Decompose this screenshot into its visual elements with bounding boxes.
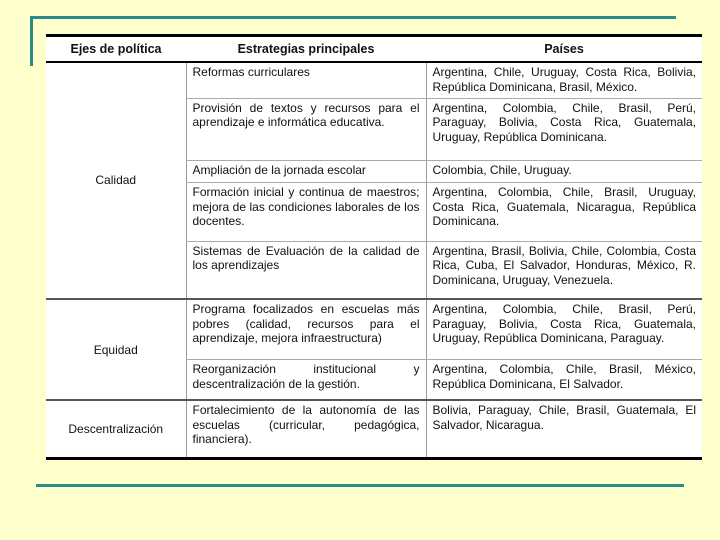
table-row: [46, 400, 702, 458]
header-ejes: Ejes de política: [46, 36, 186, 63]
policy-table: [46, 34, 702, 460]
frame-top-line: [30, 16, 676, 19]
countries-cell: Argentina, Colombia, Chile, Brasil, México, República Dominicana, El Salvador.: [426, 360, 702, 400]
countries-cell: Colombia, Chile, Uruguay.: [426, 161, 702, 183]
table-row: [46, 62, 702, 98]
header-paises: Países: [426, 36, 702, 63]
countries-cell: Argentina, Chile, Uruguay, Costa Rica, Bolivia, República Dominicana, Brasil, México.: [426, 62, 702, 98]
header-estrategias: Estrategias principales: [186, 36, 426, 63]
strategy-cell: Fortalecimiento de la autonomía de las escuelas (curricular, pedagógica, financiera).: [186, 400, 426, 458]
table-row: [46, 299, 702, 359]
countries-cell: Argentina, Colombia, Chile, Brasil, Perú, Paraguay, Bolivia, Costa Rica, Guatemala, Uruguay, República Dominicana.: [426, 98, 702, 160]
strategy-cell: Sistemas de Evaluación de la calidad de los aprendizajes: [186, 241, 426, 299]
table-header-row: [46, 36, 702, 63]
frame-bottom-line: [36, 484, 684, 487]
strategy-cell: Provisión de textos y recursos para el aprendizaje e informática educativa.: [186, 98, 426, 160]
strategy-cell: Formación inicial y continua de maestros; mejora de las condiciones laborales de los docentes.: [186, 183, 426, 241]
axis-calidad: Calidad: [46, 62, 186, 299]
policy-table-container: [46, 34, 702, 460]
countries-cell: Argentina, Brasil, Bolivia, Chile, Colombia, Costa Rica, Cuba, El Salvador, Honduras, México, R. Dominicana, Uruguay, Venezuela.: [426, 241, 702, 299]
frame-left-line: [30, 16, 33, 66]
countries-cell: Argentina, Colombia, Chile, Brasil, Uruguay, Costa Rica, Guatemala, Nicaragua, República Dominicana.: [426, 183, 702, 241]
axis-equidad: Equidad: [46, 299, 186, 400]
strategy-cell: Programa focalizados en escuelas más pobres (calidad, recursos para el aprendizaje, mejora infraestructura): [186, 299, 426, 359]
strategy-cell: Ampliación de la jornada escolar: [186, 161, 426, 183]
strategy-cell: Reformas curriculares: [186, 62, 426, 98]
countries-cell: Argentina, Colombia, Chile, Brasil, Perú, Paraguay, Bolivia, Costa Rica, Guatemala, Uruguay, República Dominicana, Paraguay.: [426, 299, 702, 359]
countries-cell: Bolivia, Paraguay, Chile, Brasil, Guatemala, El Salvador, Nicaragua.: [426, 400, 702, 458]
axis-descentralizacion: Descentralización: [46, 400, 186, 458]
strategy-cell: Reorganización institucional y descentralización de la gestión.: [186, 360, 426, 400]
